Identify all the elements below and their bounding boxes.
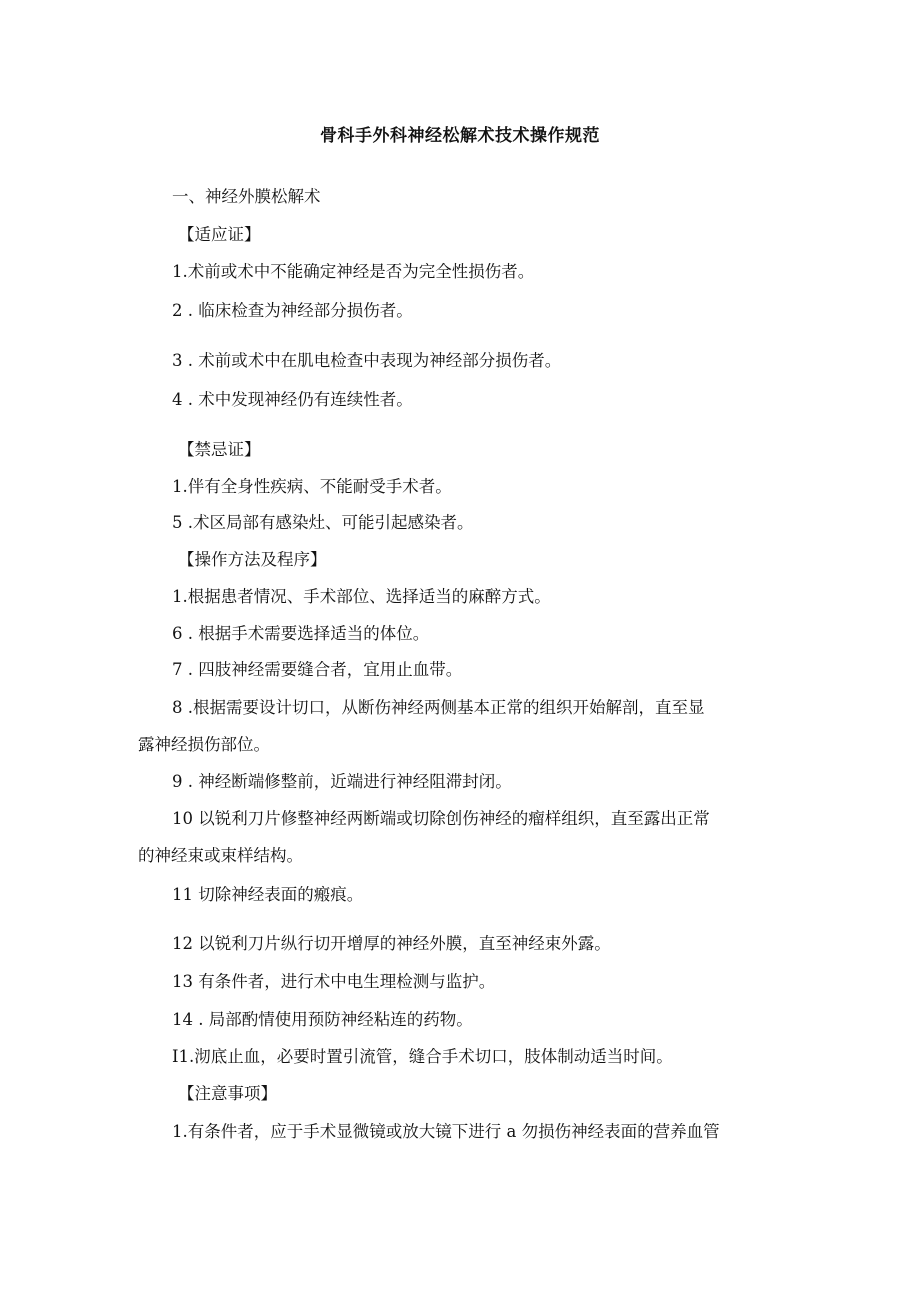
list-item: 12 以锐利刀片纵行切开增厚的神经外膜，直至神经束外露。: [172, 934, 611, 953]
list-item: 5 .术区局部有感染灶、可能引起感染者。: [172, 513, 474, 532]
subsection-heading-contraindications: 【禁忌证】: [178, 440, 261, 459]
list-item-continuation: 的神经束或束样结构。: [138, 846, 303, 865]
list-item: 1.根据患者情况、手术部位、选择适当的麻醉方式。: [172, 587, 551, 606]
section-heading: 一、神经外膜松解术: [172, 187, 321, 206]
list-item: 1.伴有全身性疾病、不能耐受手术者。: [172, 477, 452, 496]
list-item: 1.有条件者，应于手术显微镜或放大镜下进行 a 勿损伤神经表面的营养血管: [172, 1122, 720, 1141]
page-title: 骨科手外科神经松解术技术操作规范: [320, 126, 600, 146]
list-item: 7 . 四肢神经需要缝合者，宜用止血带。: [172, 660, 463, 679]
list-item: 2 . 临床检查为神经部分损伤者。: [172, 301, 413, 320]
list-item: 9 . 神经断端修整前，近端进行神经阻滞封闭。: [172, 772, 512, 791]
list-item: 11 切除神经表面的瘢痕。: [172, 885, 364, 904]
list-item-continuation: 露神经损伤部位。: [138, 735, 270, 754]
list-item: 3 . 术前或术中在肌电检查中表现为神经部分损伤者。: [172, 351, 562, 370]
subsection-heading-procedure: 【操作方法及程序】: [178, 550, 327, 569]
list-item: 4 . 术中发现神经仍有连续性者。: [172, 390, 413, 409]
list-item: 10 以锐利刀片修整神经两断端或切除创伤神经的瘤样组织，直至露出正常: [172, 809, 710, 828]
subsection-heading-notes: 【注意事项】: [178, 1084, 277, 1103]
subsection-heading-indications: 【适应证】: [178, 225, 261, 244]
list-item: 6 . 根据手术需要选择适当的体位。: [172, 624, 430, 643]
list-item: 1.术前或术中不能确定神经是否为完全性损伤者。: [172, 262, 535, 281]
list-item: 8 .根据需要设计切口，从断伤神经两侧基本正常的组织开始解剖，直至显: [172, 698, 705, 717]
list-item: I1.沏底止血，必要时置引流管，缝合手术切口，肢体制动适当时间。: [172, 1047, 673, 1066]
list-item: 13 有条件者，进行术中电生理检测与监护。: [172, 972, 496, 991]
list-item: 14 . 局部酌情使用预防神经粘连的药物。: [172, 1010, 473, 1029]
